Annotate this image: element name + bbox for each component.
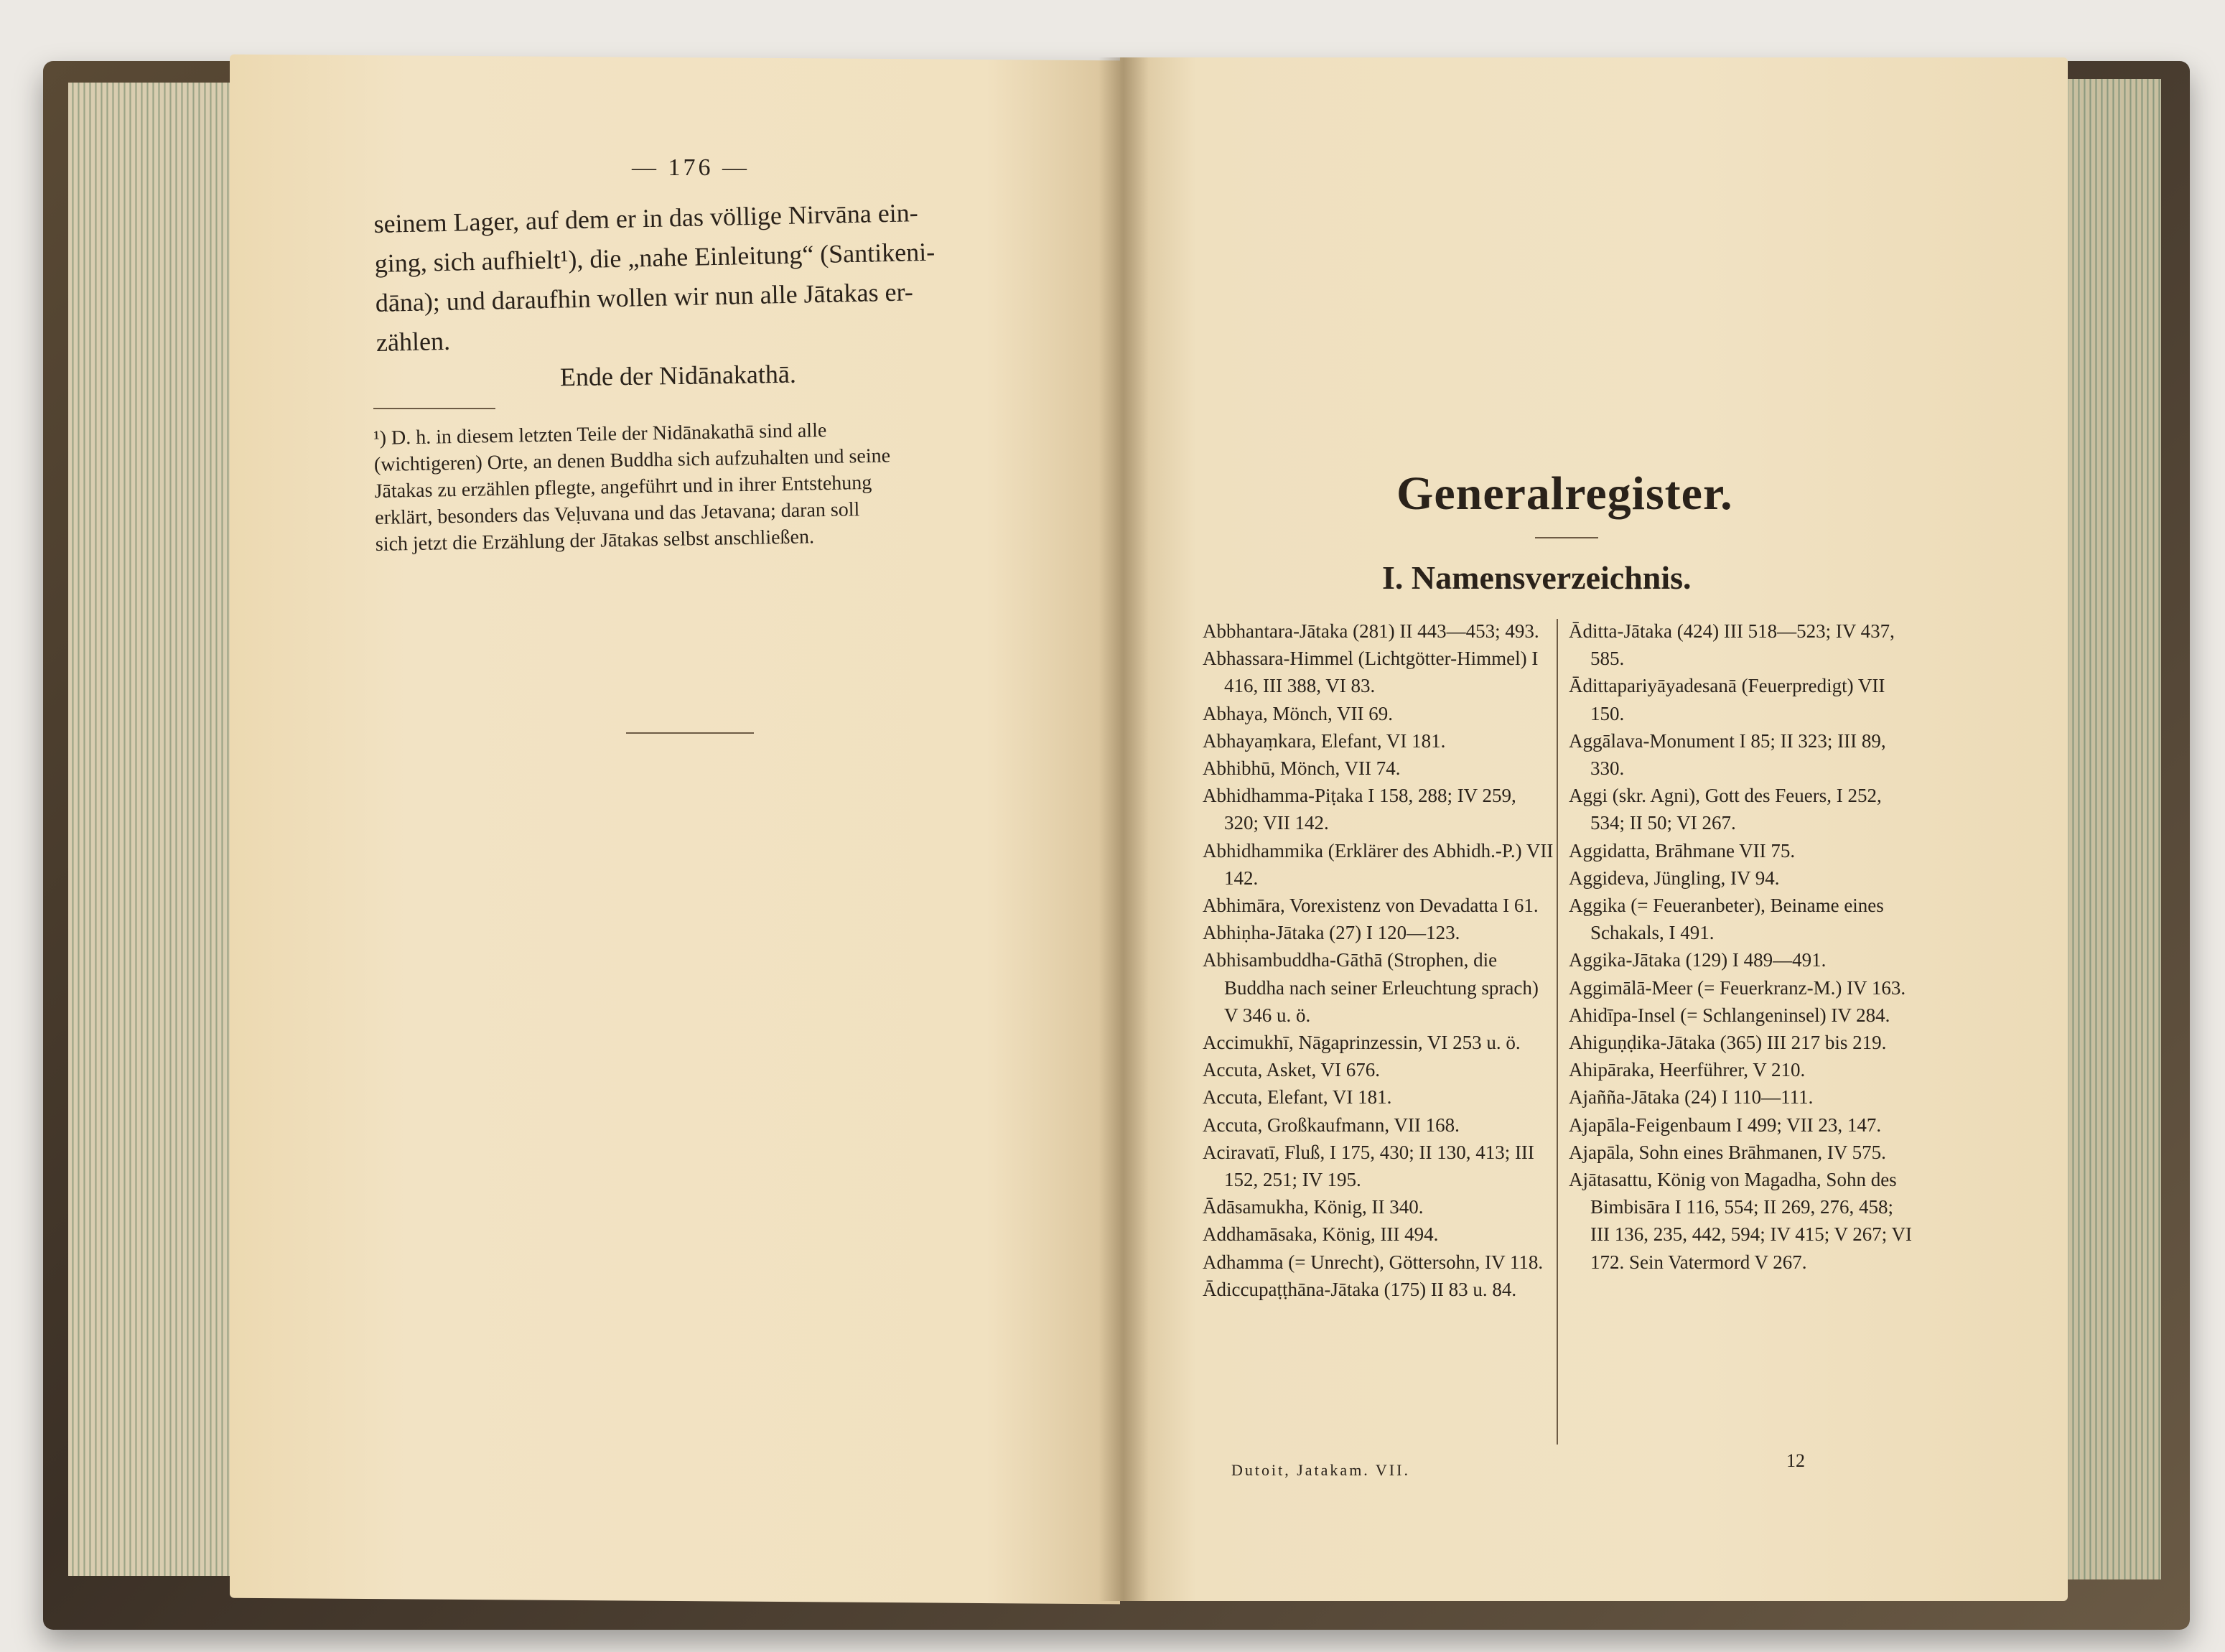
index-entry: Aggālava-Monument I 85; II 323; III 89, 330. [1569, 729, 1886, 780]
index-entry: Abhassara-Himmel (Lichtgötter-Himmel) I 416, III 388, VI 83. [1203, 648, 1539, 697]
page-title: Generalregister. [1396, 467, 1733, 520]
footnote-rule [373, 408, 495, 409]
footnote-line: sich jetzt die Erzählung der Jātakas selbst anschließen. [375, 526, 815, 556]
paragraph-line: dāna); und daraufhin wollen wir nun alle Jātakas er- [375, 277, 914, 317]
index-entry: Ajātasattu, König von Magadha, Sohn des Bimbisāra I 116, 554; II 269, 276, 458; III 136, 235, 442, 594; IV 415; V 267; VI 172. Sein Vatermord V 267. [1569, 1169, 1913, 1273]
index-entry: Abhayaṃkara, Elefant, VI 181. [1203, 729, 1446, 752]
index-entry: Ādiccupaṭṭhāna-Jātaka (175) II 83 u. 84. [1203, 1278, 1517, 1300]
paragraph-line: ging, sich aufhielt¹), die „nahe Einleitung“ (Santikeni- [374, 237, 936, 278]
index-entry: Aggi (skr. Agni), Gott des Feuers, I 252, 534; II 50; VI 267. [1569, 785, 1882, 834]
index-entry: Aggideva, Jüngling, IV 94. [1569, 867, 1780, 889]
book-gutter [1098, 57, 1149, 1601]
index-entry: Ādittapariyāyadesanā (Feuerpredigt) VII 150. [1569, 675, 1885, 724]
index-entry: Aggika-Jātaka (129) I 489—491. [1569, 949, 1827, 971]
index-entry: Abbhantara-Jātaka (281) II 443—453; 493. [1203, 620, 1539, 642]
index-entry: Accuta, Großkaufmann, VII 168. [1203, 1114, 1460, 1136]
index-column-left [1203, 617, 1554, 1303]
signature-number: 12 [1786, 1450, 1805, 1471]
paragraph-line: seinem Lager, auf dem er in das völlige Nirvāna ein- [373, 198, 919, 238]
title-rule [1535, 537, 1598, 538]
page-number: — 176 — [632, 154, 750, 181]
index-entry: Ahipāraka, Heerführer, V 210. [1569, 1059, 1806, 1081]
footnote-line: erklärt, besonders das Veḷuvana und das Jetavana; daran soll [374, 498, 860, 529]
footnote-line: Jātakas zu erzählen pflegte, angeführt und in ihrer Entstehung [374, 471, 872, 503]
footnote-line: ¹) D. h. in diesem letzten Teile der Nidānakathā sind alle [373, 419, 827, 449]
index-entry: Accimukhī, Nāgaprinzessin, VI 253 u. ö. [1203, 1032, 1521, 1054]
column-divider [1557, 619, 1558, 1445]
body-paragraph [373, 190, 1058, 363]
index-entry: Abhiṇha-Jātaka (27) I 120—123. [1203, 922, 1460, 944]
index-entry: Aciravatī, Fluß, I 175, 430; II 130, 413; III 152, 251; IV 195. [1203, 1141, 1534, 1191]
page-edges-left [68, 83, 233, 1576]
index-entry: Abhidhamma-Piṭaka I 158, 288; IV 259, 320; VII 142. [1203, 785, 1516, 834]
index-entry: Aggika (= Feueranbeter), Beiname eines Schakals, I 491. [1569, 895, 1884, 944]
index-entry: Abhaya, Mönch, VII 69. [1203, 702, 1393, 724]
index-entry: Abhisambuddha-Gāthā (Strophen, die Buddha nach seiner Erleuchtung sprach) V 346 u. ö. [1203, 949, 1539, 1026]
closing-line: Ende der Nidānakathā. [559, 359, 797, 392]
index-entry: Accuta, Elefant, VI 181. [1203, 1086, 1392, 1109]
index-entry: Abhimāra, Vorexistenz von Devadatta I 61. [1203, 895, 1539, 917]
printer-signature: Dutoit, Jatakam. VII. [1231, 1461, 1410, 1479]
index-entry: Addhamāsaka, König, III 494. [1203, 1223, 1439, 1246]
index-entry: Āditta-Jātaka (424) III 518—523; IV 437, 585. [1569, 620, 1895, 670]
index-entry: Accuta, Asket, VI 676. [1203, 1059, 1380, 1081]
index-entry: Ajañña-Jātaka (24) I 110—111. [1569, 1086, 1814, 1109]
footnote [373, 414, 1050, 558]
footnote-line: (wichtigeren) Orte, an denen Buddha sich aufzuhalten und seine [373, 444, 891, 476]
section-title: I. Namensverzeichnis. [1382, 559, 1692, 596]
index-entry: Ajapāla, Sohn eines Brāhmanen, IV 575. [1569, 1141, 1886, 1163]
index-entry: Ahiguṇḍika-Jātaka (365) III 217 bis 219. [1569, 1032, 1887, 1054]
index-entry: Ajapāla-Feigenbaum I 499; VII 23, 147. [1569, 1114, 1882, 1136]
end-rule [626, 732, 754, 734]
index-entry: Abhibhū, Mönch, VII 74. [1203, 757, 1401, 780]
index-entry: Adhamma (= Unrecht), Göttersohn, IV 118. [1203, 1251, 1544, 1273]
index-entry: Abhidhammika (Erklärer des Abhidh.-P.) VII 142. [1203, 839, 1554, 889]
index-entry: Ādāsamukha, König, II 340. [1203, 1196, 1424, 1218]
paragraph-line: zählen. [376, 326, 451, 357]
index-column-right [1569, 617, 1913, 1276]
index-entry: Aggidatta, Brāhmane VII 75. [1569, 839, 1796, 862]
index-entry: Aggimālā-Meer (= Feuerkranz-M.) IV 163. [1569, 976, 1906, 999]
index-entry: Ahidīpa-Insel (= Schlangeninsel) IV 284. [1569, 1004, 1890, 1026]
